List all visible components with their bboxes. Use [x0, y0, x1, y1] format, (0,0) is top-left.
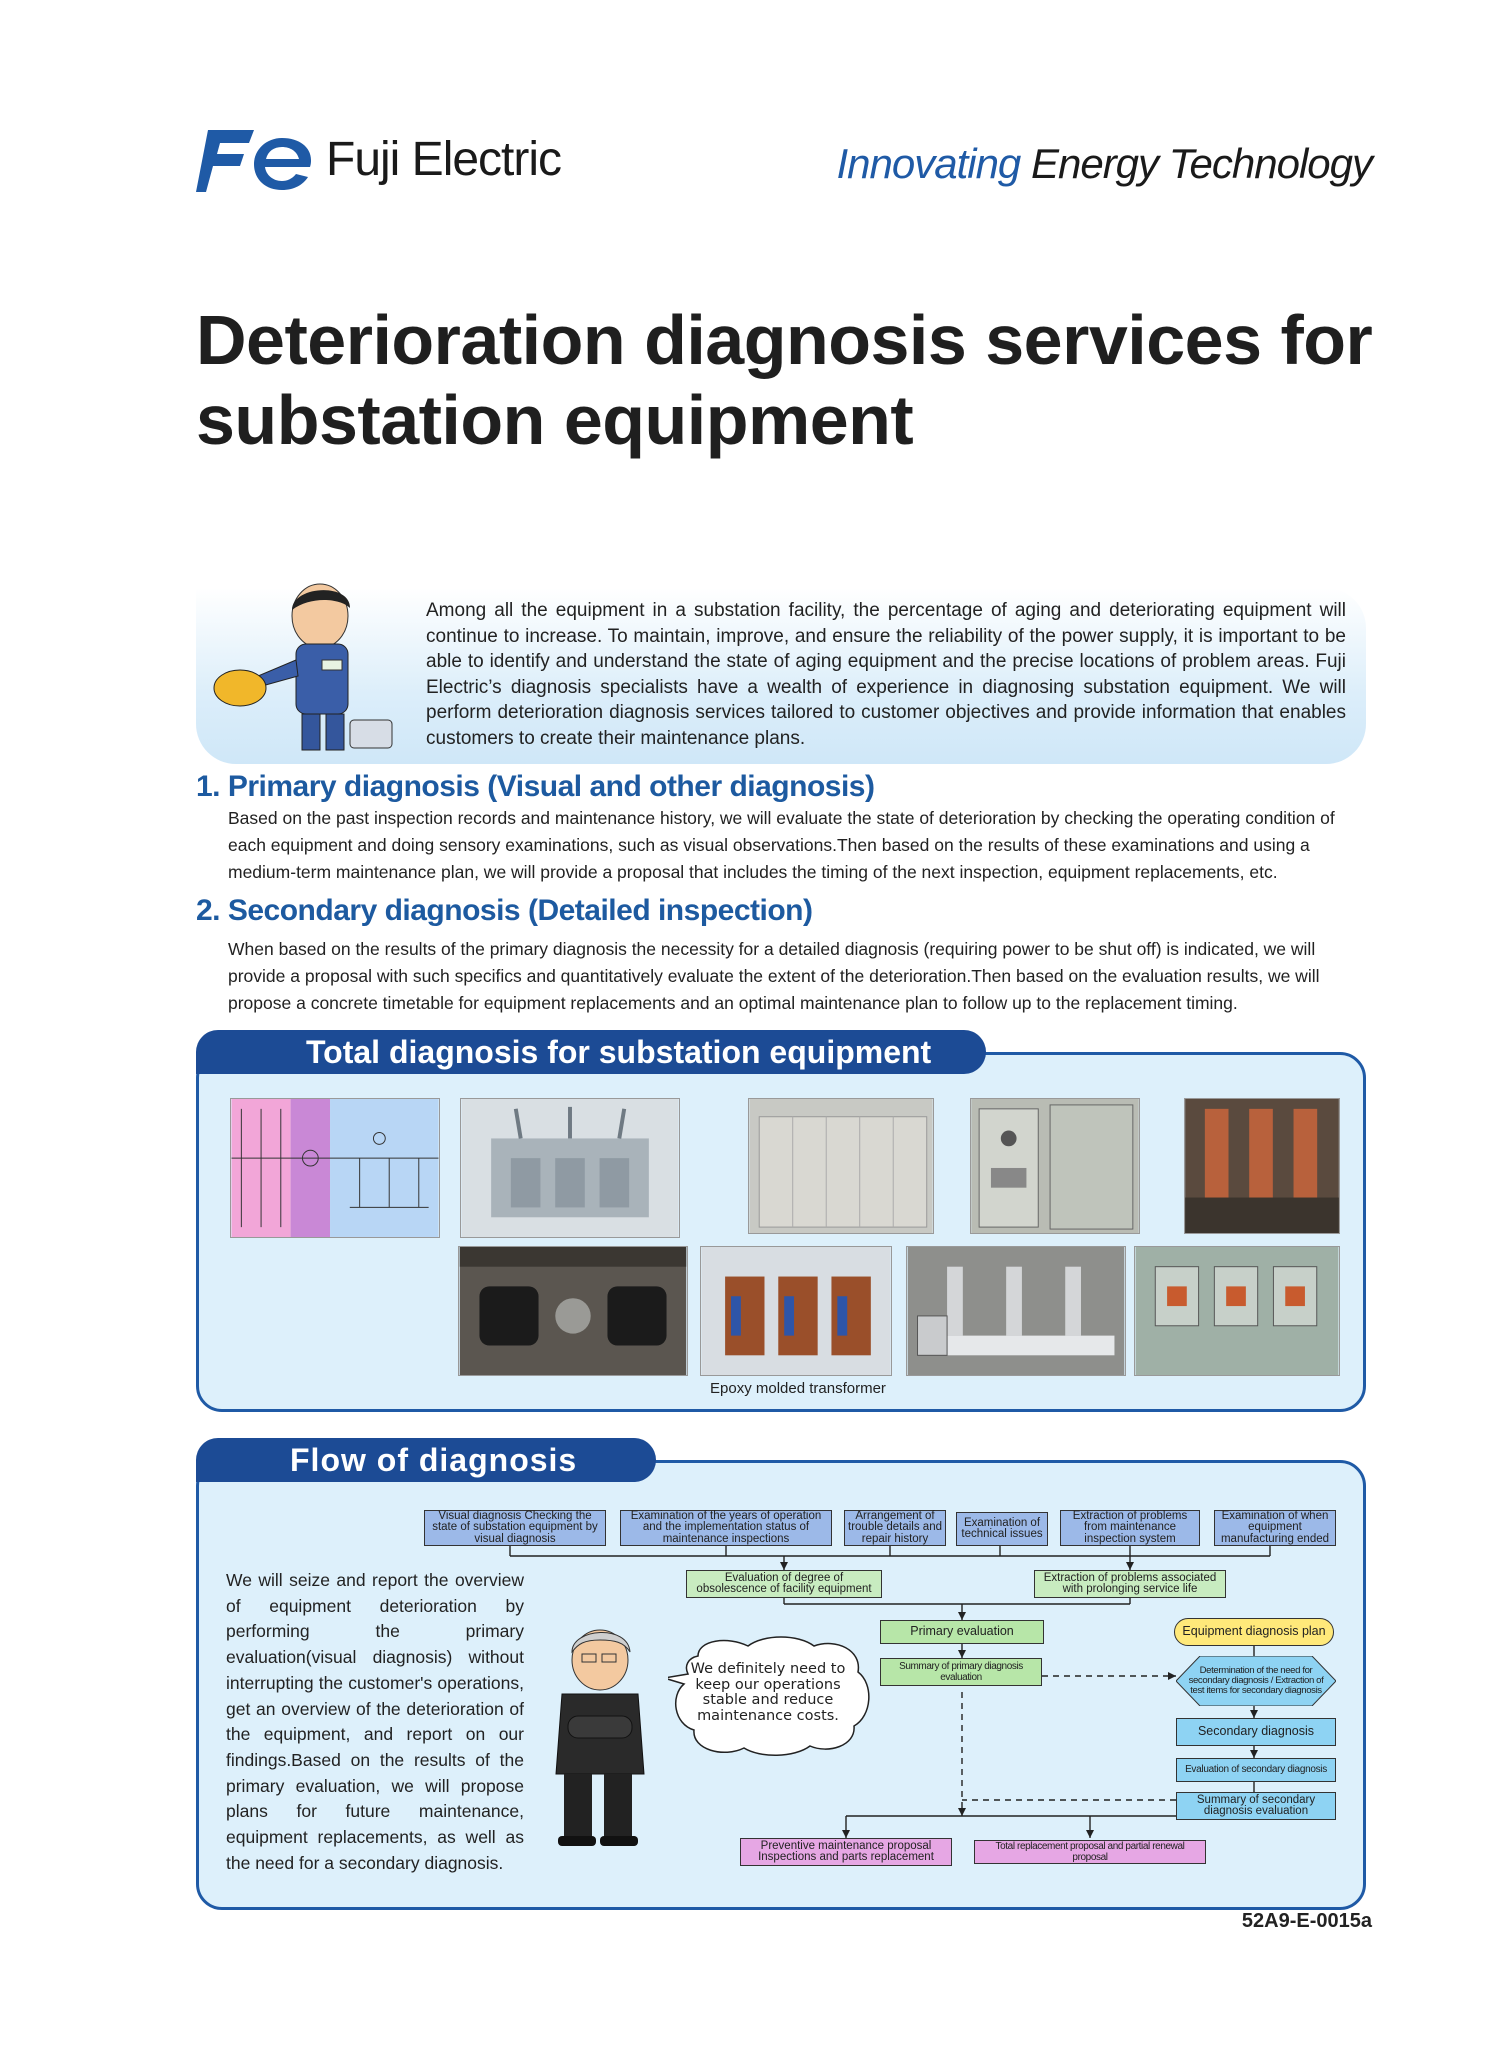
flow-box-determination: Determination of the need for secondary diagnosis / Extraction of test items for secondary diagnosis: [1188, 1665, 1324, 1696]
total-diagnosis-tab: Total diagnosis for substation equipment: [196, 1030, 986, 1074]
flow-box-summary-primary: Summary of primary diagnosis evaluation: [880, 1658, 1042, 1686]
technician-illustration: [200, 580, 400, 760]
intro-text: [426, 598, 1346, 751]
flow-box-maintenance-system: Extraction of problems from maintenance inspection system: [1060, 1510, 1200, 1546]
page-title: Deterioration diagnosis services for substation equipment: [196, 301, 1373, 459]
flow-description: We will seize and report the overview of equipment deterioration by performing the primary evaluation(visual diagnosis) without interrupting the customer's operations, get an overview of the deterioration of the equipment, and report on our findings.Based on the results of the primary evaluation, we will propose plans for future maintenance, equipment replacements, as well as the need for a secondary diagnosis.: [226, 1570, 524, 1873]
relay-panel-photo: [1134, 1246, 1340, 1376]
flow-box-summary-secondary: Summary of secondary diagnosis evaluation: [1176, 1792, 1336, 1820]
flow-box-obsolescence: Evaluation of degree of obsolescence of facility equipment: [686, 1570, 882, 1598]
flow-box-total-replacement: Total replacement proposal and partial renewal proposal: [974, 1840, 1206, 1864]
switchgear-cubicle-photo: [748, 1098, 934, 1234]
epoxy-molded-transformer-photo: [700, 1246, 892, 1376]
flow-box-visual-diagnosis: Visual diagnosis Checking the state of substation equipment by visual diagnosis: [424, 1510, 606, 1546]
flow-box-trouble-history: Arrangement of trouble details and repair history: [844, 1510, 946, 1546]
flow-box-prolonging-life: Extraction of problems associated with prolonging service life: [1034, 1570, 1226, 1598]
fuji-electric-logo: [196, 128, 314, 194]
instrument-transformer-photo: [458, 1246, 688, 1376]
circuit-breaker-photo: [1184, 1098, 1340, 1234]
manager-illustration: [538, 1624, 658, 1850]
epoxy-caption: Epoxy molded transformer: [710, 1380, 886, 1397]
primary-diagnosis-heading: 1. Primary diagnosis (Visual and other diagnosis): [196, 770, 875, 803]
tagline-innovating: Innovating: [836, 140, 1021, 187]
brand-name: Fuji Electric: [326, 133, 562, 186]
flow-box-years-of-operation: Examination of the years of operation and the implementation status of maintenance inspections: [620, 1510, 832, 1546]
power-transformer-photo: [460, 1098, 680, 1238]
flow-box-preventive-proposal: Preventive maintenance proposal Inspections and parts replacement: [740, 1838, 952, 1866]
flow-box-secondary-diagnosis: Secondary diagnosis: [1176, 1718, 1336, 1746]
outdoor-switch-photo: [906, 1246, 1126, 1376]
document-id: 52A9-E-0015a: [1241, 1910, 1372, 1932]
speech-bubble-text: We definitely need to keep our operations stable and reduce maintenance costs.: [690, 1661, 846, 1724]
single-line-diagram-image: [230, 1098, 440, 1238]
flow-tab: Flow of diagnosis: [196, 1438, 656, 1482]
flow-box-primary-evaluation: Primary evaluation: [880, 1620, 1044, 1644]
flow-box-manufacturing-ended: Examination of when equipment manufacturing ended: [1214, 1510, 1336, 1546]
primary-diagnosis-body: Based on the past inspection records and maintenance history, we will evaluate the state of deterioration by checking the operating condition of each equipment and doing sensory examinations, such as visual observations.Then based on the results of these examinations and using a medium-term maintenance plan, we will provide a proposal that includes the timing of the next inspection, equipment replacements, etc.: [228, 808, 1335, 882]
flow-box-technical-issues: Examination of technical issues: [956, 1512, 1048, 1546]
tagline-energy-technology: Energy Technology: [1030, 140, 1372, 187]
secondary-diagnosis-body: When based on the results of the primary diagnosis the necessity for a detailed diagnosis (requiring power to be shut off) is indicated, we will provide a proposal with such specifics and quantitatively evaluate the extent of the deterioration.Then based on the evaluation results, we will propose a concrete timetable for equipment replacements and an optimal maintenance plan to follow up to the replacement timing.: [228, 939, 1320, 1013]
flow-box-diagnosis-plan: Equipment diagnosis plan: [1174, 1618, 1334, 1646]
secondary-diagnosis-heading: 2. Secondary diagnosis (Detailed inspection): [196, 894, 813, 927]
intro-paragraph: Among all the equipment in a substation facility, the percentage of aging and deteriorating equipment will continue to increase. To maintain, improve, and ensure the reliability of the power supply, it is important to be able to identify and understand the state of aging equipment and the precise locations of problem areas. Fuji Electric’s diagnosis specialists have a wealth of experience in diagnosing substation equipment. We will perform deterioration diagnosis services tailored to customer objectives and provide information that enables customers to create their maintenance plans.: [426, 600, 1346, 749]
flow-box-eval-secondary: Evaluation of secondary diagnosis: [1176, 1758, 1336, 1782]
tagline: [836, 140, 1372, 188]
control-panel-photo: [970, 1098, 1140, 1234]
